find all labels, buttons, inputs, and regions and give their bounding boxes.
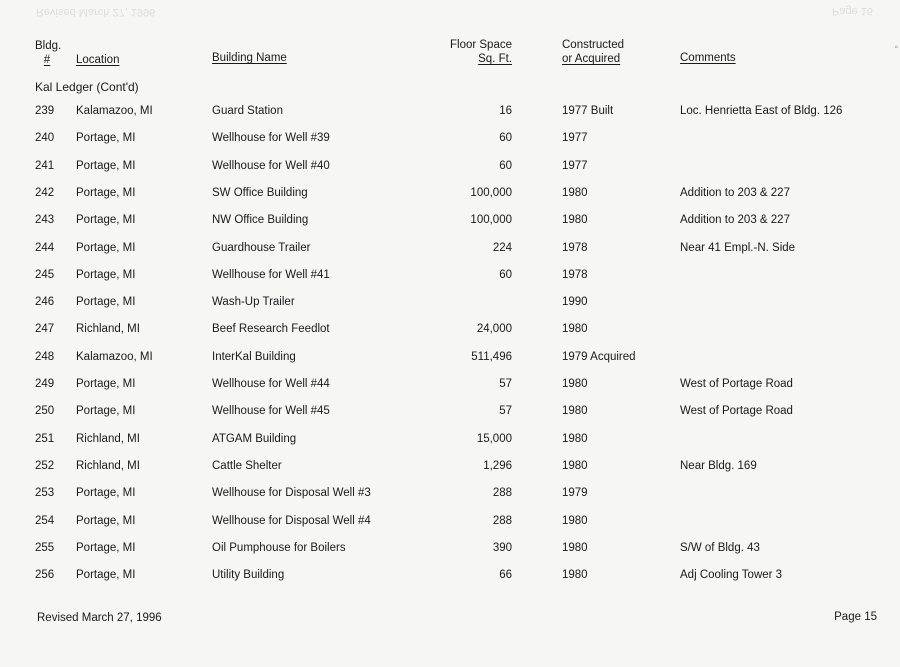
building-name: Cattle Shelter: [212, 460, 282, 472]
constructed-year: 1980: [562, 323, 588, 335]
floor-space: 1,296: [483, 460, 512, 472]
constructed-year: 1980: [562, 214, 588, 226]
table-row: [0, 569, 900, 589]
table-row: [0, 351, 900, 371]
building-number: 239: [35, 105, 55, 117]
building-number: 244: [35, 242, 55, 254]
building-location: Kalamazoo, MI: [76, 351, 153, 363]
constructed-year: 1980: [562, 378, 588, 390]
floor-space: 57: [499, 378, 512, 390]
col-header-bldg: [35, 39, 62, 67]
col-header-floor-space: [440, 38, 512, 66]
floor-space: 66: [499, 569, 512, 581]
building-name: Wellhouse for Well #45: [212, 405, 330, 417]
col-header-floor-line2: Sq. Ft.: [478, 53, 512, 65]
floor-space: 511,496: [471, 351, 512, 363]
building-name: SW Office Building: [212, 187, 308, 199]
building-name: Utility Building: [212, 569, 285, 581]
building-number: 254: [35, 515, 55, 527]
building-location: Portage, MI: [76, 187, 136, 199]
building-number: 247: [35, 323, 55, 335]
building-number: 255: [35, 542, 55, 554]
building-location: Portage, MI: [76, 405, 136, 417]
comment: Adj Cooling Tower 3: [680, 569, 783, 581]
building-number: 248: [35, 351, 55, 363]
building-location: Portage, MI: [76, 569, 136, 581]
building-location: Richland, MI: [76, 323, 140, 335]
constructed-year: 1977 Built: [562, 105, 614, 117]
table-row: [0, 187, 900, 207]
col-header-constructed: [562, 38, 624, 66]
bleed-through-text: Revised March 27, 1996: [36, 6, 156, 18]
building-number: 252: [35, 460, 55, 472]
constructed-year: 1980: [562, 433, 588, 445]
table-row: [0, 105, 900, 125]
building-name: Guard Station: [212, 105, 283, 117]
building-name: Wellhouse for Well #39: [212, 132, 330, 144]
building-number: 249: [35, 378, 55, 390]
comment: Loc. Henrietta East of Bldg. 126: [680, 105, 843, 117]
constructed-year: 1980: [562, 569, 588, 581]
floor-space: 288: [492, 515, 512, 527]
building-name: Wellhouse for Disposal Well #3: [212, 487, 371, 499]
constructed-year: 1980: [562, 542, 588, 554]
col-header-constructed-line2: or Acquired: [562, 53, 621, 65]
page-number: Page 15: [834, 611, 877, 623]
comment: S/W of Bldg. 43: [680, 542, 760, 554]
building-location: Richland, MI: [76, 460, 140, 472]
floor-space: 100,000: [470, 187, 512, 199]
table-row: [0, 460, 900, 480]
col-header-constructed-line1: Constructed: [562, 39, 625, 51]
constructed-year: 1980: [562, 460, 588, 472]
table-row: [0, 160, 900, 180]
building-location: Portage, MI: [76, 542, 136, 554]
building-location: Portage, MI: [76, 160, 136, 172]
building-number: 241: [35, 160, 55, 172]
building-location: Portage, MI: [76, 132, 136, 144]
floor-space: 60: [499, 269, 512, 281]
table-row: [0, 296, 900, 316]
constructed-year: 1990: [562, 296, 588, 308]
constructed-year: 1980: [562, 405, 588, 417]
col-header-building-name-label: Building Name: [212, 52, 287, 64]
constructed-year: 1977: [562, 132, 588, 144]
table-row: [0, 132, 900, 152]
col-header-comments-label: Comments: [680, 52, 736, 64]
building-name: Wellhouse for Disposal Well #4: [212, 515, 371, 527]
building-number: 246: [35, 296, 55, 308]
bleed-through-text: Page 16: [832, 5, 873, 17]
table-row: [0, 242, 900, 262]
comment: Addition to 203 & 227: [680, 214, 790, 226]
table-row: [0, 487, 900, 507]
comment: Addition to 203 & 227: [680, 187, 790, 199]
building-location: Portage, MI: [76, 296, 136, 308]
building-name: Wellhouse for Well #44: [212, 378, 330, 390]
building-name: NW Office Building: [212, 214, 309, 226]
building-number: 240: [35, 132, 55, 144]
table-row: [0, 515, 900, 535]
building-name: Oil Pumphouse for Boilers: [212, 542, 346, 554]
building-number: 250: [35, 405, 55, 417]
floor-space: 100,000: [470, 214, 512, 226]
building-number: 242: [35, 187, 55, 199]
floor-space: 57: [499, 405, 512, 417]
comment: Near Bldg. 169: [680, 460, 757, 472]
revision-date: Revised March 27, 1996: [37, 612, 162, 624]
building-name: Wellhouse for Well #40: [212, 160, 330, 172]
building-number: 251: [35, 433, 55, 445]
building-location: Kalamazoo, MI: [76, 105, 153, 117]
building-name: InterKal Building: [212, 351, 296, 363]
col-header-comments: [680, 51, 736, 65]
constructed-year: 1979 Acquired: [562, 351, 636, 363]
building-number: 253: [35, 487, 55, 499]
section-title: Kal Ledger (Cont'd): [35, 80, 139, 94]
building-number: 243: [35, 214, 55, 226]
floor-space: 15,000: [476, 433, 512, 445]
constructed-year: 1980: [562, 515, 588, 527]
col-header-floor-line1: Floor Space: [449, 39, 512, 51]
building-location: Portage, MI: [76, 378, 136, 390]
building-name: Beef Research Feedlot: [212, 323, 330, 335]
table-row: [0, 542, 900, 562]
table-row: [0, 323, 900, 343]
table-row: [0, 378, 900, 398]
table-row: [0, 433, 900, 453]
comment: West of Portage Road: [680, 405, 793, 417]
col-header-bldg-line2: #: [43, 54, 51, 66]
floor-space: 16: [499, 105, 512, 117]
floor-space: 390: [492, 542, 512, 554]
floor-space: 224: [492, 242, 512, 254]
building-location: Richland, MI: [76, 433, 140, 445]
constructed-year: 1979: [562, 487, 588, 499]
col-header-location-label: Location: [76, 54, 120, 66]
constructed-year: 1977: [562, 160, 588, 172]
building-name: Wash-Up Trailer: [212, 296, 295, 308]
building-location: Portage, MI: [76, 515, 136, 527]
building-location: Portage, MI: [76, 214, 136, 226]
floor-space: 60: [499, 160, 512, 172]
col-header-building-name: [212, 51, 287, 65]
table-row: [0, 269, 900, 289]
building-name: Guardhouse Trailer: [212, 242, 311, 254]
building-location: Portage, MI: [76, 487, 136, 499]
col-header-location: [76, 53, 119, 67]
comment: Near 41 Empl.-N. Side: [680, 242, 796, 254]
comment: West of Portage Road: [680, 378, 793, 390]
punch-hole-mark: ◦: [894, 42, 898, 53]
building-number: 245: [35, 269, 55, 281]
table-row: [0, 214, 900, 234]
floor-space: 288: [492, 487, 512, 499]
col-header-bldg-line1: Bldg.: [35, 40, 62, 52]
constructed-year: 1980: [562, 187, 588, 199]
building-location: Portage, MI: [76, 242, 136, 254]
constructed-year: 1978: [562, 269, 588, 281]
floor-space: 60: [499, 132, 512, 144]
building-name: Wellhouse for Well #41: [212, 269, 330, 281]
building-number: 256: [35, 569, 55, 581]
building-name: ATGAM Building: [212, 433, 297, 445]
constructed-year: 1978: [562, 242, 588, 254]
floor-space: 24,000: [476, 323, 512, 335]
table-row: [0, 405, 900, 425]
building-location: Portage, MI: [76, 269, 136, 281]
